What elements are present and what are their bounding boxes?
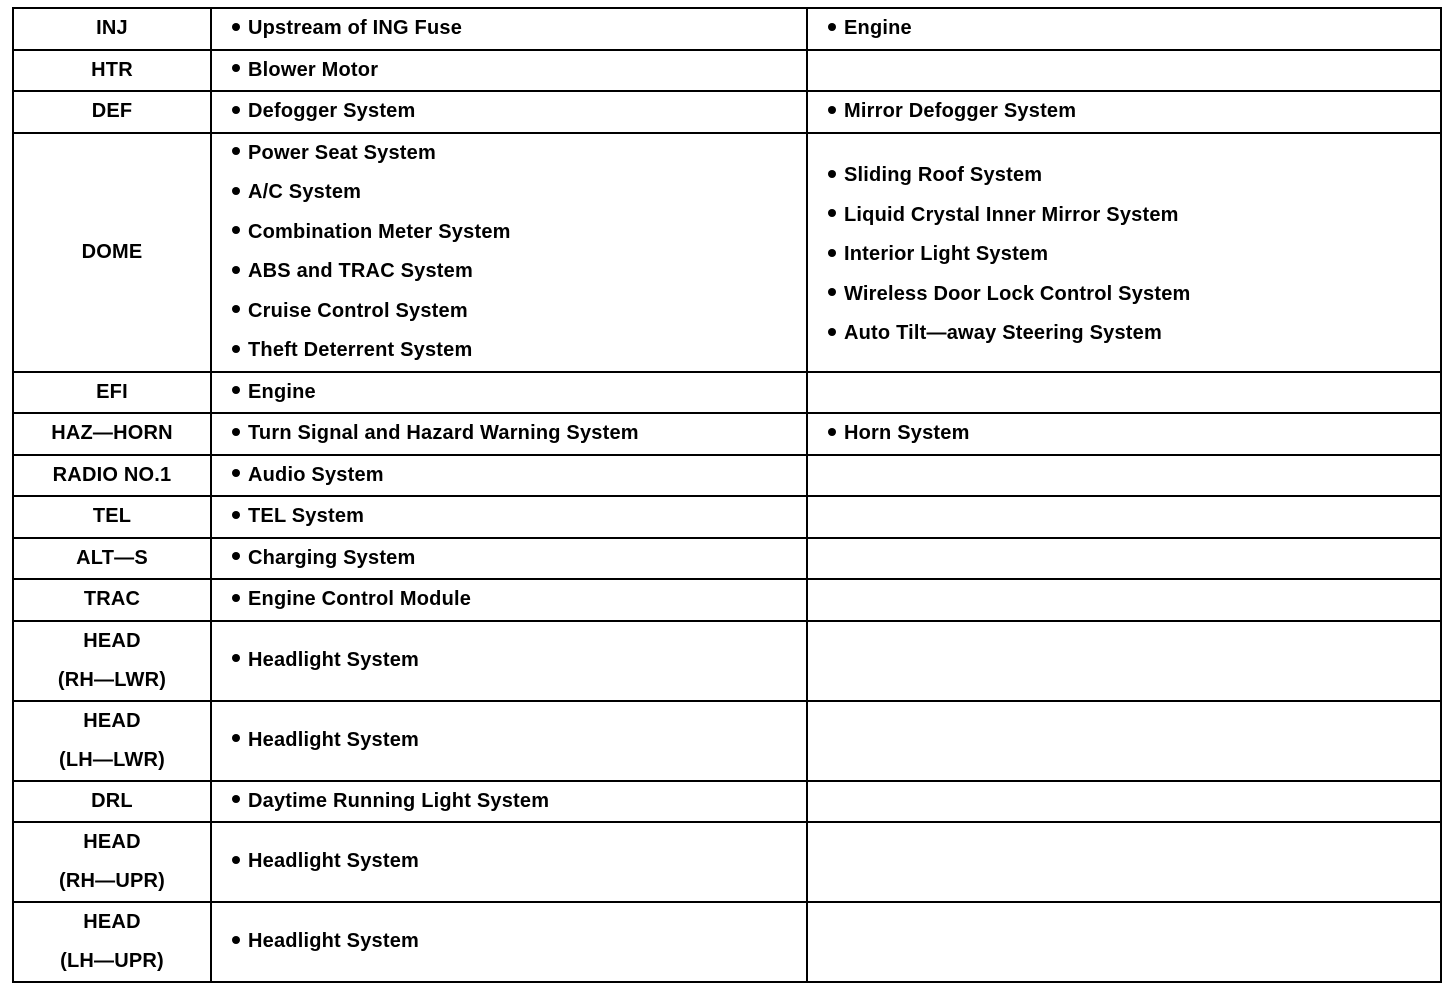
- fuse-name: INJ: [96, 17, 128, 40]
- circuit-label: Mirror Defogger System: [844, 100, 1077, 122]
- table-row: [13, 701, 1441, 781]
- table-row: [13, 822, 1441, 902]
- circuit-label: Headlight System: [248, 728, 420, 751]
- circuit-list: [232, 922, 806, 962]
- table-row: [13, 538, 1441, 580]
- circuit-label: Defogger System: [248, 100, 416, 122]
- circuit-list: [232, 497, 806, 537]
- circuit-list: [232, 9, 806, 49]
- circuit-list: [232, 373, 806, 413]
- bullet-icon: [232, 147, 240, 155]
- circuit-label: Power Seat System: [248, 141, 436, 164]
- fuse-name-cell: [13, 538, 211, 580]
- table-row: [13, 413, 1441, 455]
- circuit-label: TEL System: [248, 505, 365, 527]
- list-item: [232, 134, 806, 174]
- circuit-cell-secondary: [807, 902, 1441, 982]
- list-item: [232, 373, 806, 413]
- fuse-name: (LH—LWR): [58, 748, 165, 771]
- bullet-icon: [232, 64, 240, 72]
- circuit-list: [232, 641, 806, 681]
- circuit-cell-secondary: [807, 579, 1441, 621]
- bullet-icon: [232, 266, 240, 274]
- list-item: [828, 275, 1440, 315]
- list-item: [232, 9, 806, 49]
- fuse-circuit-table: [12, 7, 1442, 983]
- circuit-cell-primary: [211, 91, 807, 133]
- fuse-name-cell: [13, 701, 211, 781]
- circuit-cell-primary: [211, 701, 807, 781]
- list-item: [828, 92, 1440, 132]
- fuse-name: HTR: [91, 58, 133, 81]
- bullet-icon: [828, 106, 836, 114]
- circuit-label: Auto Tilt—away Steering System: [844, 322, 1162, 345]
- fuse-name: DOME: [81, 240, 143, 263]
- circuit-cell-secondary: [807, 133, 1441, 372]
- circuit-list: [232, 92, 806, 132]
- bullet-icon: [232, 305, 240, 313]
- list-item: [828, 156, 1440, 196]
- bullet-icon: [828, 249, 836, 257]
- list-item: [828, 235, 1440, 275]
- circuit-cell-primary: [211, 902, 807, 982]
- bullet-icon: [232, 511, 240, 519]
- table-row: [13, 455, 1441, 497]
- circuit-label: Wireless Door Lock Control System: [844, 282, 1191, 305]
- bullet-icon: [232, 226, 240, 234]
- circuit-cell-secondary: [807, 822, 1441, 902]
- circuit-list: [232, 51, 806, 91]
- table-body: [13, 8, 1441, 982]
- bullet-icon: [232, 552, 240, 560]
- fuse-name-cell: [13, 496, 211, 538]
- circuit-label: Audio System: [248, 463, 384, 486]
- circuit-label: Blower Motor: [248, 58, 379, 81]
- circuit-label: Headlight System: [248, 648, 420, 671]
- fuse-name-cell: [13, 413, 211, 455]
- circuit-list: [232, 782, 806, 822]
- fuse-name: HEAD: [83, 911, 141, 933]
- fuse-name: ALT—S: [76, 546, 148, 569]
- fuse-name: TRAC: [83, 588, 141, 611]
- fuse-name: RADIO NO.1: [52, 463, 172, 486]
- bullet-icon: [232, 345, 240, 353]
- list-item: [232, 842, 806, 882]
- list-item: [232, 782, 806, 822]
- fuse-name: TEL: [92, 505, 132, 528]
- circuit-cell-secondary: [807, 621, 1441, 701]
- circuit-cell-secondary: [807, 538, 1441, 580]
- fuse-name: (LH—UPR): [60, 950, 164, 972]
- bullet-icon: [232, 594, 240, 602]
- circuit-label: Liquid Crystal Inner Mirror System: [844, 203, 1179, 226]
- fuse-name-cell: [13, 902, 211, 982]
- circuit-label: Charging System: [248, 546, 416, 569]
- fuse-name: EFI: [96, 380, 128, 403]
- circuit-list: [232, 456, 806, 496]
- list-item: [828, 314, 1440, 354]
- circuit-list: [232, 721, 806, 761]
- fuse-name: (RH—LWR): [57, 668, 167, 691]
- fuse-name-cell: [13, 91, 211, 133]
- table-row: [13, 8, 1441, 50]
- circuit-label: Daytime Running Light System: [248, 789, 550, 812]
- bullet-icon: [232, 936, 240, 944]
- circuit-list: [232, 134, 806, 371]
- circuit-list: [232, 842, 806, 882]
- table-row: [13, 781, 1441, 823]
- list-item: [828, 9, 1440, 49]
- circuit-cell-primary: [211, 781, 807, 823]
- bullet-icon: [828, 209, 836, 217]
- circuit-cell-secondary: [807, 372, 1441, 414]
- fuse-name-cell: [13, 372, 211, 414]
- circuit-cell-primary: [211, 822, 807, 902]
- circuit-label: Engine Control Module: [248, 588, 472, 610]
- list-item: [232, 580, 806, 620]
- bullet-icon: [232, 106, 240, 114]
- bullet-icon: [828, 288, 836, 296]
- fuse-name: HEAD: [83, 709, 141, 732]
- circuit-label: ABS and TRAC System: [248, 260, 473, 282]
- list-item: [232, 92, 806, 132]
- list-item: [232, 922, 806, 962]
- list-item: [828, 196, 1440, 236]
- bullet-icon: [828, 23, 836, 31]
- list-item: [232, 252, 806, 292]
- circuit-cell-primary: [211, 133, 807, 372]
- bullet-icon: [828, 328, 836, 336]
- fuse-name-cell: [13, 455, 211, 497]
- circuit-list: [828, 414, 1440, 454]
- circuit-label: Engine: [248, 380, 316, 403]
- bullet-icon: [232, 428, 240, 436]
- fuse-name: DEF: [91, 100, 133, 123]
- circuit-cell-primary: [211, 50, 807, 92]
- circuit-cell-primary: [211, 621, 807, 701]
- circuit-list: [828, 156, 1440, 354]
- fuse-name: HEAD: [83, 831, 141, 853]
- circuit-label: Sliding Roof System: [844, 164, 1043, 187]
- list-item: [232, 721, 806, 761]
- table-row: [13, 621, 1441, 701]
- circuit-cell-primary: [211, 413, 807, 455]
- fuse-name-cell: [13, 8, 211, 50]
- bullet-icon: [232, 187, 240, 195]
- bullet-icon: [232, 469, 240, 477]
- bullet-icon: [232, 856, 240, 864]
- circuit-list: [828, 9, 1440, 49]
- bullet-icon: [232, 386, 240, 394]
- list-item: [828, 414, 1440, 454]
- circuit-label: Interior Light System: [844, 243, 1049, 266]
- circuit-label: A/C System: [248, 181, 362, 203]
- list-item: [232, 456, 806, 496]
- bullet-icon: [232, 23, 240, 31]
- fuse-name-cell: [13, 579, 211, 621]
- table-row: [13, 91, 1441, 133]
- fuse-name: DRL: [91, 789, 133, 812]
- fuse-name-cell: [13, 822, 211, 902]
- list-item: [232, 641, 806, 681]
- circuit-cell-primary: [211, 8, 807, 50]
- table-row: [13, 372, 1441, 414]
- table-row: [13, 50, 1441, 92]
- fuse-name-cell: [13, 781, 211, 823]
- table-row: [13, 579, 1441, 621]
- circuit-cell-primary: [211, 579, 807, 621]
- circuit-cell-secondary: [807, 91, 1441, 133]
- circuit-cell-secondary: [807, 455, 1441, 497]
- circuit-cell-secondary: [807, 496, 1441, 538]
- circuit-label: Turn Signal and Hazard Warning System: [248, 422, 639, 444]
- bullet-icon: [232, 795, 240, 803]
- circuit-label: Combination Meter System: [248, 220, 511, 243]
- fuse-name-cell: [13, 621, 211, 701]
- circuit-cell-primary: [211, 496, 807, 538]
- table-row: [13, 902, 1441, 982]
- list-item: [232, 497, 806, 537]
- circuit-cell-secondary: [807, 8, 1441, 50]
- circuit-label: Engine: [844, 17, 912, 39]
- table-row: [13, 496, 1441, 538]
- table-row: [13, 133, 1441, 372]
- fuse-name: (RH—UPR): [58, 870, 166, 892]
- circuit-label: Upstream of ING Fuse: [248, 17, 463, 39]
- circuit-label: Theft Deterrent System: [248, 339, 473, 361]
- list-item: [232, 213, 806, 253]
- bullet-icon: [232, 654, 240, 662]
- circuit-cell-primary: [211, 455, 807, 497]
- circuit-label: Headlight System: [248, 850, 420, 873]
- fuse-name: HEAD: [83, 629, 141, 652]
- circuit-label: Cruise Control System: [248, 299, 468, 322]
- fuse-name-cell: [13, 50, 211, 92]
- circuit-cell-primary: [211, 538, 807, 580]
- circuit-cell-secondary: [807, 701, 1441, 781]
- bullet-icon: [828, 170, 836, 178]
- list-item: [232, 173, 806, 213]
- list-item: [232, 331, 806, 371]
- fuse-name-cell: [13, 133, 211, 372]
- bullet-icon: [232, 734, 240, 742]
- circuit-cell-secondary: [807, 781, 1441, 823]
- circuit-cell-secondary: [807, 413, 1441, 455]
- list-item: [232, 292, 806, 332]
- circuit-cell-secondary: [807, 50, 1441, 92]
- fuse-name: HAZ—HORN: [51, 422, 173, 445]
- circuit-list: [232, 539, 806, 579]
- circuit-label: Headlight System: [248, 930, 420, 953]
- circuit-list: [232, 414, 806, 454]
- list-item: [232, 414, 806, 454]
- circuit-cell-primary: [211, 372, 807, 414]
- list-item: [232, 539, 806, 579]
- bullet-icon: [828, 428, 836, 436]
- circuit-list: [232, 580, 806, 620]
- circuit-label: Horn System: [844, 422, 970, 444]
- circuit-list: [828, 92, 1440, 132]
- list-item: [232, 51, 806, 91]
